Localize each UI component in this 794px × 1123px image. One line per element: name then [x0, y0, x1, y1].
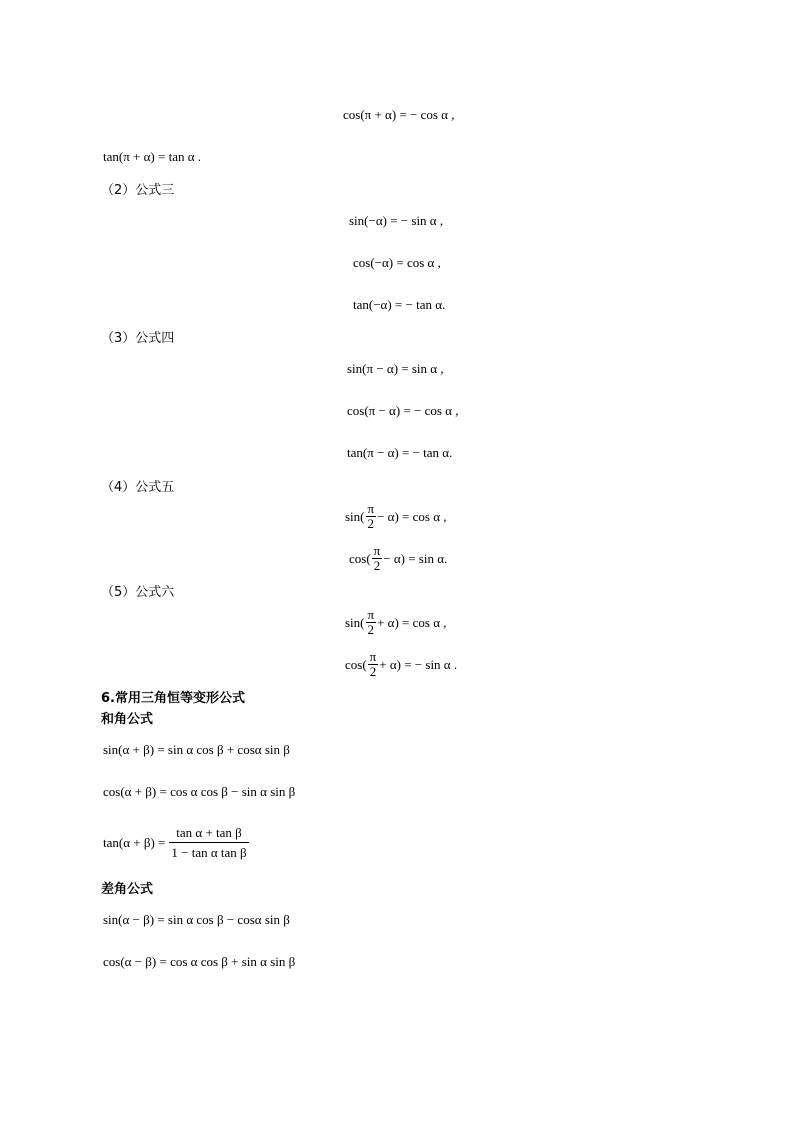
fraction-numerator: π	[367, 607, 375, 622]
formula-three-tan: tan(−α) = − tan α.	[353, 297, 446, 312]
sum-sin-formula: sin(α + β) = sin α cos β + cosα sin β	[103, 742, 290, 757]
formula-six-heading: （5）公式六	[101, 585, 175, 600]
formula-four-sin: sin(π − α) = sin α ,	[347, 361, 444, 376]
formula-four-heading: （3）公式四	[101, 331, 175, 346]
sum-formula-heading: 和角公式	[101, 712, 154, 727]
formula-five-sin-suffix: − α) = cos α ,	[377, 508, 447, 524]
diff-cos-formula: cos(α − β) = cos α cos β + sin α sin β	[103, 954, 296, 969]
pi-over-two-fraction	[366, 502, 377, 531]
fraction-denominator: 2	[373, 558, 381, 573]
pi-over-two-fraction	[372, 544, 383, 573]
pi-over-two-fraction	[366, 608, 377, 637]
fraction-numerator: π	[369, 649, 377, 664]
fraction-denominator: 2	[367, 622, 375, 637]
fraction-numerator: π	[367, 501, 375, 516]
fraction-numerator: tan α + tan β	[169, 826, 248, 843]
formula-five-cos-suffix: − α) = sin α.	[383, 550, 448, 566]
formula-six-sin-prefix: sin(	[345, 614, 365, 630]
fraction-denominator: 1 − tan α tan β	[171, 845, 247, 860]
sum-cos-formula: cos(α + β) = cos α cos β − sin α sin β	[103, 784, 296, 799]
fraction-denominator: 2	[369, 664, 377, 679]
formula-three-cos: cos(−α) = cos α ,	[353, 255, 441, 270]
sum-tan-lhs: tan(α + β) =	[103, 835, 166, 850]
sum-tan-formula	[103, 826, 250, 860]
formula-six-sin	[345, 608, 447, 637]
formula-six-cos-suffix: + α) = − sin α .	[379, 656, 458, 672]
formula-five-cos	[349, 544, 447, 573]
sum-tan-fraction	[169, 826, 248, 860]
fraction-numerator: π	[373, 543, 381, 558]
formula-six-sin-suffix: + α) = cos α ,	[377, 614, 447, 630]
diff-sin-formula: sin(α − β) = sin α cos β − cosα sin β	[103, 912, 290, 927]
formula-two-cos: cos(π + α) = − cos α ,	[343, 107, 455, 122]
section-six-title: 6.常用三角恒等变形公式	[101, 691, 245, 706]
formula-two-tan: tan(π + α) = tan α .	[103, 149, 202, 164]
formula-five-sin	[345, 502, 447, 531]
formula-three-sin: sin(−α) = − sin α ,	[349, 213, 444, 228]
formula-five-cos-prefix: cos(	[349, 550, 371, 566]
fraction-denominator: 2	[367, 516, 375, 531]
formula-four-cos: cos(π − α) = − cos α ,	[347, 403, 459, 418]
difference-formula-heading: 差角公式	[101, 882, 154, 897]
formula-five-sin-prefix: sin(	[345, 508, 365, 524]
pi-over-two-fraction	[368, 650, 379, 679]
formula-three-heading: （2）公式三	[101, 183, 175, 198]
formula-five-heading: （4）公式五	[101, 480, 175, 495]
formula-six-cos	[345, 650, 457, 679]
formula-four-tan: tan(π − α) = − tan α.	[347, 445, 453, 460]
formula-six-cos-prefix: cos(	[345, 656, 367, 672]
